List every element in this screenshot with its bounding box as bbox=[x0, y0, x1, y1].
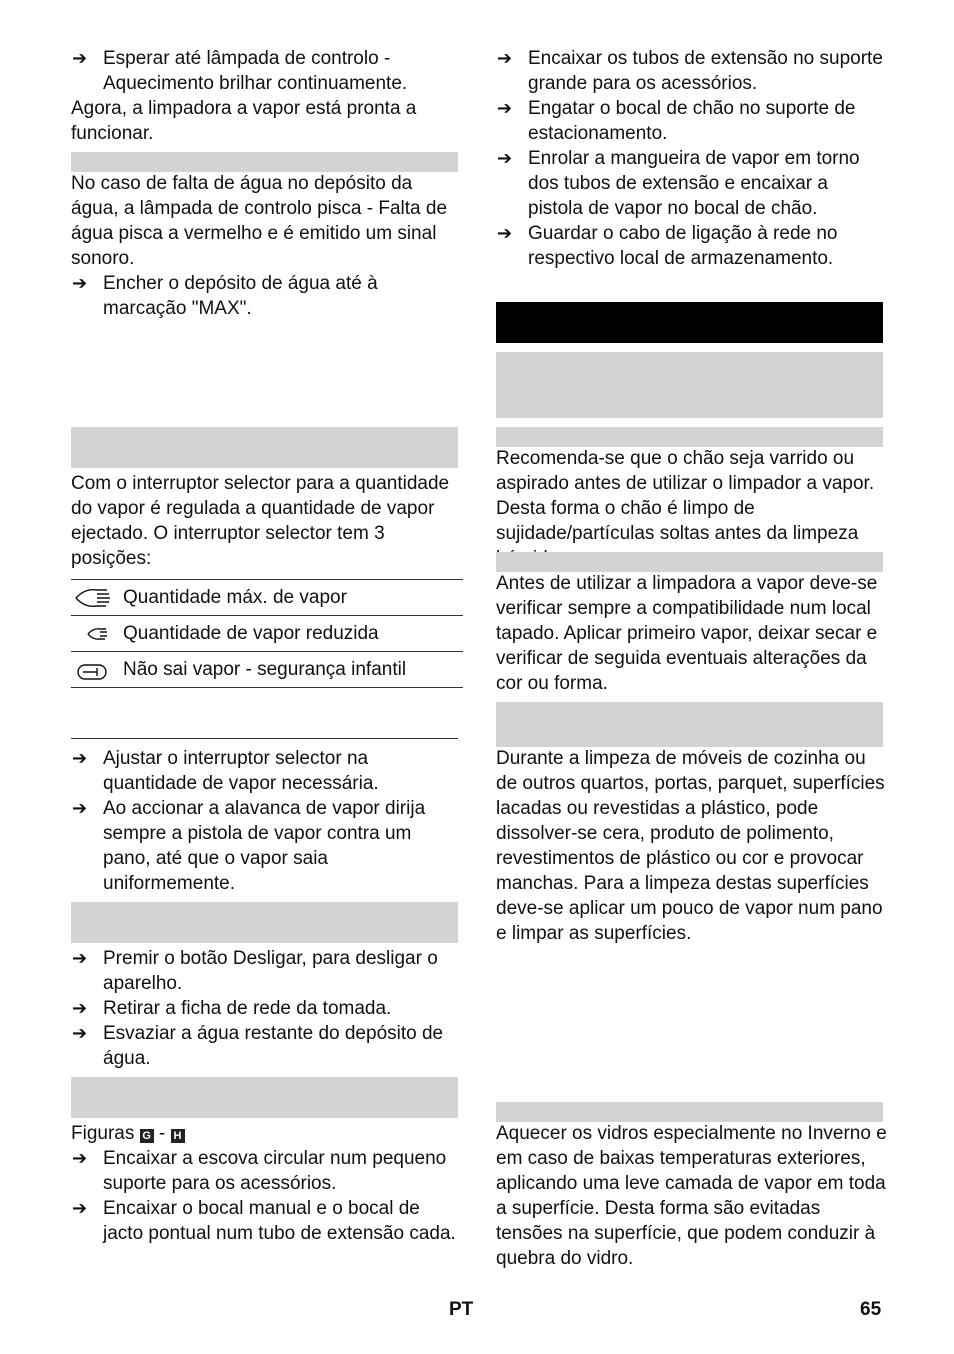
arrow-right-icon: ➔ bbox=[72, 798, 88, 818]
divider bbox=[71, 738, 458, 739]
section-heading-bar bbox=[71, 902, 458, 943]
list-item: ➔ Encaixar a escova circular num pequeno suporte para os acessórios. bbox=[72, 1148, 447, 1194]
steam-reduced-icon bbox=[73, 621, 113, 647]
list-item: ➔ Encher o depósito de água até à marcação "MAX". bbox=[72, 273, 378, 319]
storage-bullet-list bbox=[71, 1146, 463, 1246]
arrow-right-icon: ➔ bbox=[497, 148, 513, 168]
arrow-right-icon: ➔ bbox=[497, 223, 513, 243]
section-heading-bar bbox=[71, 427, 458, 468]
arrow-right-icon: ➔ bbox=[72, 1198, 88, 1218]
figure-g-label: G bbox=[140, 1129, 154, 1143]
steam-quantity-table bbox=[71, 579, 463, 688]
switch-off-bullet-list bbox=[71, 946, 463, 1071]
subsection-heading-bar bbox=[496, 702, 883, 747]
list-item: ➔ Engatar o bocal de chão no suporte de estacionamento. bbox=[497, 98, 856, 144]
section-heading-bar bbox=[496, 352, 883, 418]
page-number: 65 bbox=[860, 1299, 882, 1320]
list-item: ➔ Ao accionar a alavanca de vapor dirija sempre a pistola de vapor contra um pano, até que o vapor saia uniformemente. bbox=[72, 798, 426, 894]
subsection-heading-bar bbox=[496, 552, 883, 572]
water-shortage-paragraph: No caso de falta de água no depósito da água, a lâmpada de controlo pisca - Falta de água pisca a vermelho e é emitido um sinal sonoro. bbox=[71, 173, 448, 269]
chapter-heading-bar bbox=[496, 302, 883, 343]
ready-paragraph: Agora, a limpadora a vapor está pronta a funcionar. bbox=[71, 98, 417, 144]
water-bullet-list bbox=[71, 271, 463, 321]
steam-max-icon bbox=[73, 585, 113, 611]
arrow-right-icon: ➔ bbox=[497, 98, 513, 118]
child-lock-icon bbox=[73, 657, 113, 683]
section-heading-bar bbox=[71, 1077, 458, 1118]
list-item: ➔ Premir o botão Desligar, para desligar o aparelho. bbox=[72, 948, 438, 994]
table-row: Quantidade de vapor reduzida bbox=[71, 615, 463, 651]
compatibility-paragraph: Antes de utilizar a limpadora a vapor deve-se verificar sempre a compatibilidade num local tapado. Aplicar primeiro vapor, deixar secar e verificar de seguida eventuais alterações da cor ou forma. bbox=[496, 573, 878, 694]
adjust-bullet-list bbox=[71, 746, 463, 896]
list-item: ➔ Esvaziar a água restante do depósito de água. bbox=[72, 1023, 444, 1069]
arrow-right-icon: ➔ bbox=[72, 273, 88, 293]
table-row: Quantidade máx. de vapor bbox=[71, 579, 463, 615]
list-item: ➔ Retirar a ficha de rede da tomada. bbox=[72, 998, 392, 1019]
storage-bullet-list-continued bbox=[496, 46, 888, 271]
list-item: ➔ Encaixar o bocal manual e o bocal de jacto pontual num tubo de extensão cada. bbox=[72, 1198, 456, 1244]
glass-paragraph: Aquecer os vidros especialmente no Inverno e em caso de baixas temperaturas exteriores, aplicando uma leve camada de vapor em toda a superfície. Desta forma são evitadas tensões na superfície, que podem conduzir à quebra do vidro. bbox=[496, 1123, 887, 1269]
furniture-paragraph: Durante a limpeza de móveis de cozinha ou de outros quartos, portas, parquet, superfícies lacadas ou revestidas a plástico, pode dissolver-se cera, produto de polimento, revestimentos de plástico ou cor e provocar manchas. Para a limpeza destas superfícies deve-se aplicar um pouco de vapor num pano e limpar as superfícies. bbox=[496, 748, 885, 944]
arrow-right-icon: ➔ bbox=[72, 48, 88, 68]
list-item: ➔ Guardar o cabo de ligação à rede no respectivo local de armazenamento. bbox=[497, 223, 838, 269]
arrow-right-icon: ➔ bbox=[72, 948, 88, 968]
table-row: Não sai vapor - segurança infantil bbox=[71, 651, 463, 688]
list-item: ➔ Enrolar a mangueira de vapor em torno dos tubos de extensão e encaixar a pistola de vapor no bocal de chão. bbox=[497, 148, 860, 219]
sweep-paragraph: Recomenda-se que o chão seja varrido ou aspirado antes de utilizar o limpador a vapor. Desta forma o chão é limpo de sujidade/partículas soltas antes da limpeza bbox=[496, 448, 875, 544]
list-item: ➔ Esperar até lâmpada de controlo - Aquecimento brilhar continuamente. bbox=[72, 48, 408, 94]
intro-bullet-list bbox=[71, 46, 463, 96]
list-item: ➔ Encaixar os tubos de extensão no suporte grande para os acessórios. bbox=[497, 48, 883, 94]
subsection-heading-bar bbox=[496, 427, 883, 447]
language-code: PT bbox=[449, 1299, 474, 1320]
arrow-right-icon: ➔ bbox=[72, 1148, 88, 1168]
subsection-heading-bar bbox=[496, 1102, 883, 1122]
figures-reference: Figuras G - H bbox=[71, 1121, 463, 1146]
arrow-right-icon: ➔ bbox=[72, 998, 88, 1018]
arrow-right-icon: ➔ bbox=[72, 1023, 88, 1043]
list-item: ➔ Ajustar o interruptor selector na quantidade de vapor necessária. bbox=[72, 748, 379, 794]
section-heading-bar bbox=[71, 152, 458, 172]
steam-selector-paragraph: Com o interruptor selector para a quantidade do vapor é regulada a quantidade de vapor ejectado. O interruptor selector tem 3 posições: bbox=[71, 473, 450, 569]
figure-h-label: H bbox=[171, 1129, 185, 1143]
arrow-right-icon: ➔ bbox=[72, 748, 88, 768]
arrow-right-icon: ➔ bbox=[497, 48, 513, 68]
